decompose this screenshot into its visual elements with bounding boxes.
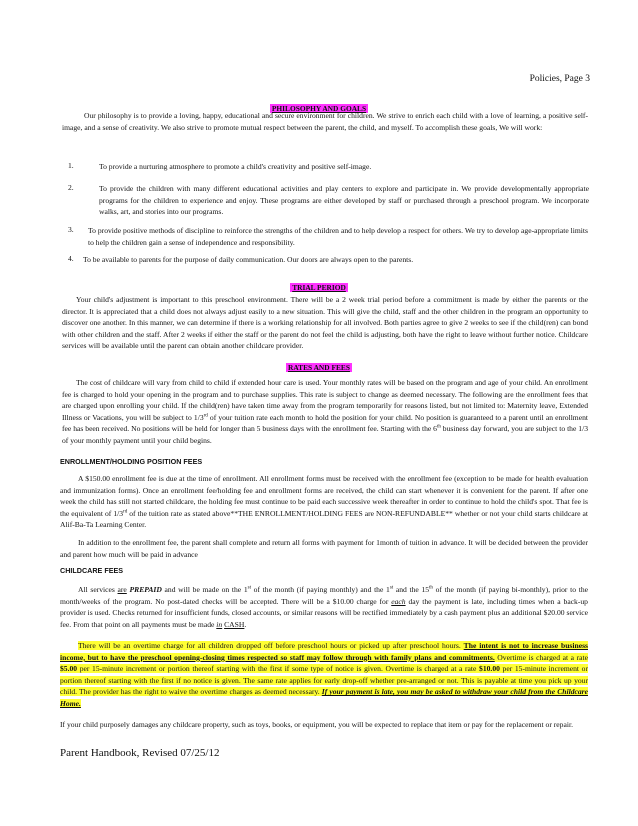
childcare-payment-text <box>60 584 588 630</box>
superscript: rd <box>123 509 128 515</box>
rates-text-part: of your tuition rate each month to hold the position for your child. No position is guaranteed to a parent until an enrollment fee has been received. No positions will be held for longer than 5 business days with the enrollment fee. Starting with the 6 <box>62 412 588 434</box>
text-part: are <box>117 585 127 594</box>
superscript: st <box>247 585 251 591</box>
text-part: All services <box>78 585 118 594</box>
list-item: To provide positive methods of discipline to reinforce the strengths of the children and to help develop a respect for others. We try to develop age-appropriate limits to help the children gain a sense of independence and responsibility. <box>88 226 588 247</box>
in-emphasis: in <box>216 619 223 629</box>
trial-heading: TRIAL PERIOD <box>292 283 346 292</box>
rates-heading-wrap <box>0 357 638 375</box>
footer-text: Parent Handbook, Revised 07/25/12 <box>60 747 220 759</box>
each-emphasis: each <box>391 596 406 606</box>
prepaid-emphasis: PREPAID <box>129 585 162 594</box>
text-part: and will be made on the 1 <box>161 585 248 594</box>
enrollment-text-part: A $150.00 enrollment fee is due at the time of enrollment. All enrollment forms must be received with the enrollment fee (exception to be made for health evaluation and immunization forms). Once an enrollment fee/holding fee and enrollment forms are received, the child can start whenever it is convenient for the parent. If after one week the child has still not started childcare, the holding fee must continue to be paid each successive week thereafter in order to continue to hold the child's spot. That fee is the equivalent of 1/3 <box>60 474 588 518</box>
overtime-rate-no-notice: $10.00 <box>479 664 500 674</box>
list-item: To provide the children with many different educational activities and play centers to explore and participate in. We provide developmentally appropriate programs for the children to experience and enjoy. These programs are either developed by staff or purchased through a preschool program. We incorporate walks, art, and stories into our programs. <box>99 184 589 217</box>
list-item-number: 3. <box>68 225 74 234</box>
enrollment-heading: ENROLLMENT/HOLDING POSITION FEES <box>60 457 203 466</box>
philosophy-intro: Our philosophy is to provide a loving, happy, educational and secure environment for children. We strive to enrich each child with a love of learning, a positive self-image, and a sense of creativity. We also strive to promote mutual respect between the parent, the child, and myself. To accomplish these goals, We will work: <box>62 111 588 132</box>
trial-text: Your child's adjustment is important to this preschool environment. There will be a 2 week trial period before a commitment is made by either the parents or the director. It is appreciated that a child does not always adjust easily to a new situation. This will give the child, staff and the other children in the program an opportunity to discover one another. In this manner, we can determine if there is a working relationship for all involved. Both parties agree to give 2 weeks to see if the child(ren) can bond with other children and the staff. After 2 weeks if either the staff or the parent do not feel the child is adjusting, both have the right to leave without further notice. Childcare services will be available until the parent can obtain another childcare provider. <box>62 295 588 351</box>
rates-text-part: The cost of childcare will vary from child to child if extended hour care is used. Your monthly rates will be based on the program and age of your child. An enrollment fee is charged to hold your opening in the program and to purchase supplies. This rate is subject to change as deemed necessary. The following are the enrollment fees that are charged upon enrolling your child. If the child(ren) have taken time away from the program temporarily for reasons listed, but not limited to: Maternity leave, Extended Illness or Vacations, you will be subject to 1/3 <box>62 378 588 422</box>
text-part: of the month (if paying bi-monthly), prior to the month/weeks of the program. No post-dated checks will be accepted. There will be a $10.00 charge for <box>60 585 588 606</box>
text-part: per 15-minute increment or portion thereof starting with the first if no notice is given. The same rate applies for early drop-off whether pre-arranged or not. This is payable at time you pick up your child. The provider has the right to waive the overtime charges as deemed necessary. <box>60 664 588 697</box>
overtime-text <box>60 640 588 710</box>
text-part: . <box>244 619 247 629</box>
text-part: day the payment is late, including times when a back-up provider is used. Checks returned for insufficient funds, closed accounts, or similar reasons will be rectified immediately by a cash payment plus an additional $20.00 service fee. From that point on all payments must be made <box>60 596 588 629</box>
text-part: Overtime is charged at a rate <box>494 652 588 662</box>
overtime-intent-emphasis: The intent is not to increase business income, but to have the preschool opening-closing times respected so staff may follow through with family plans and commitments. <box>60 641 588 662</box>
text-part: There will be an overtime charge for all children dropped off before preschool hours or picked up after preschool hours. <box>78 641 464 650</box>
list-item-number: 4. <box>68 254 74 263</box>
superscript: st <box>389 585 394 591</box>
rates-text-part: business day forward, you are subject to the 1/3 of your monthly payment until your child begins. <box>62 424 588 445</box>
text-part: and the 15 <box>393 585 430 594</box>
philosophy-heading: PHILOSOPHY AND GOALS <box>271 104 367 113</box>
childcare-heading: CHILDCARE FEES <box>60 566 124 575</box>
text-part: of the month (if paying monthly) and the 1 <box>251 585 390 594</box>
enrollment-text-part: of the tuition rate as stated above**THE ENROLLMENT/HOLDING FEES are NON-REFUNDABLE** whether or not your child starts childcare at Alif-Ba-Ta Learning Center. <box>60 508 588 530</box>
overtime-rate-notice: $5.00 <box>60 664 78 674</box>
enrollment-advance-text: In addition to the enrollment fee, the parent shall complete and return all forms with payment for 1month of tuition in advance. It will be decided between the provider and parent how much will be paid in advance <box>60 538 588 559</box>
enrollment-text <box>60 473 588 531</box>
late-payment-warning: If your payment is late, you may be asked to withdraw your child from the Childcare Home. <box>60 687 588 708</box>
superscript: th <box>429 585 433 591</box>
rates-heading: RATES AND FEES <box>288 363 350 372</box>
list-item-number: 2. <box>68 183 74 192</box>
superscript: th <box>436 424 441 430</box>
cash-emphasis: CASH <box>224 619 245 629</box>
page-number-label: Policies, Page 3 <box>529 74 590 84</box>
list-item-number: 1. <box>68 161 74 170</box>
rates-text <box>62 377 588 447</box>
trial-heading-wrap <box>0 277 638 295</box>
list-item: To provide a nurturing atmosphere to promote a child's creativity and positive self-image. <box>99 162 372 171</box>
text-part: per 15-minute increment or portion thereof starting with the first if some type of notice is given. Overtime is charged at a rate <box>77 664 480 674</box>
list-item: To be available to parents for the purpose of daily communication. Our doors are always open to the parents. <box>83 255 414 264</box>
damage-text: If your child purposely damages any childcare property, such as toys, books, or equipment, you will be expected to replace that item or pay for the replacement or repair. <box>60 720 573 729</box>
superscript: rd <box>203 413 208 419</box>
